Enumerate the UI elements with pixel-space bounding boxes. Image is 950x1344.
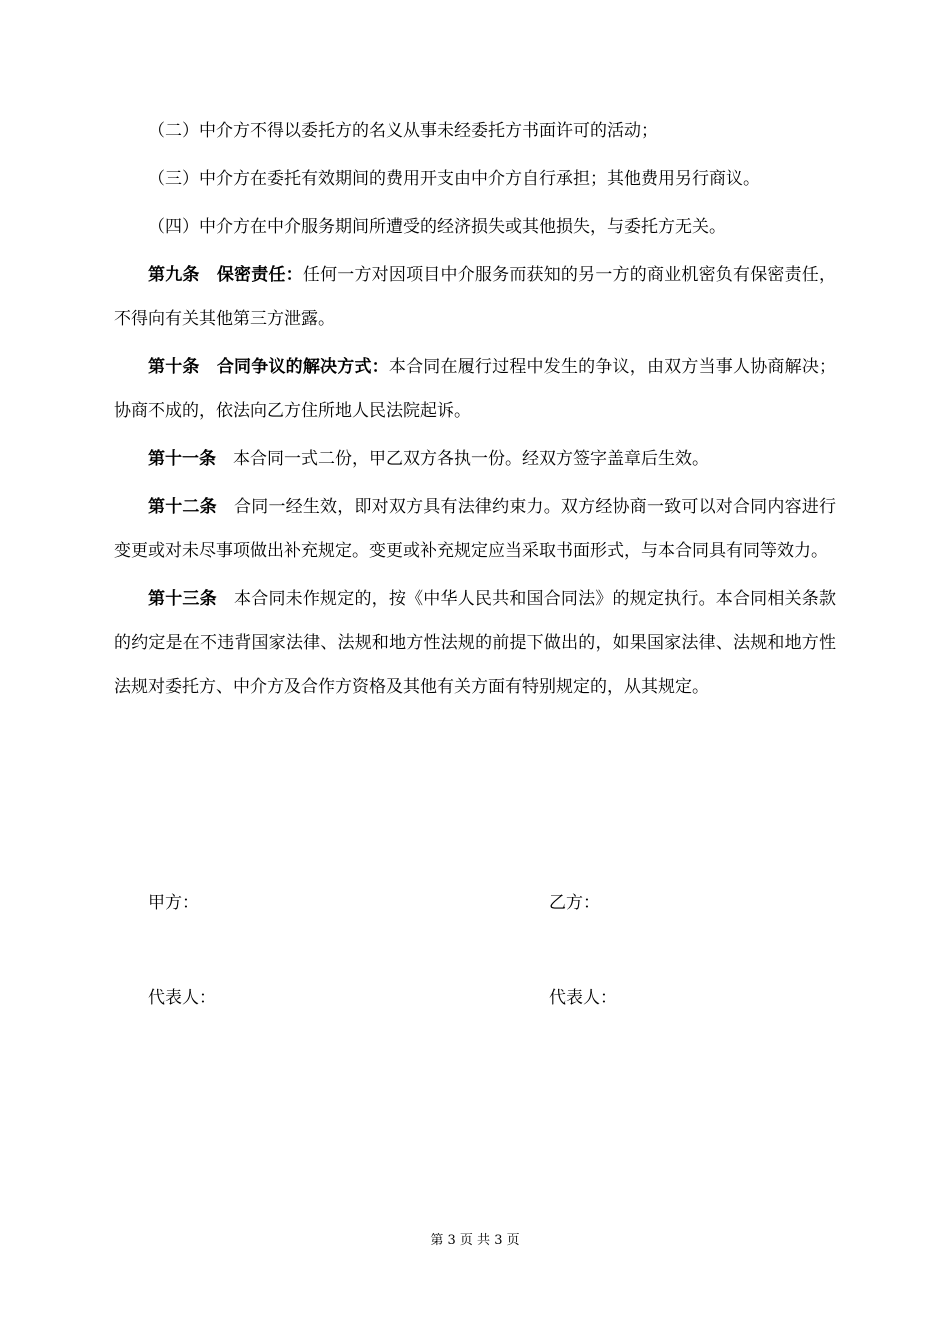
- clause-12: [114, 485, 836, 573]
- clause-text: 任何一方对因项目中介服务而获知的另一方的商业机密负有保密责任，不得向有关其他第三方泄露。: [114, 265, 837, 329]
- party-a-label: 甲方：: [148, 893, 199, 913]
- clause-text: 本合同一式二份，甲乙双方各执一份。经双方签字盖章后生效。: [233, 449, 709, 469]
- clause-title: 第九条: [148, 265, 200, 285]
- page-footer: 第 3 页 共 3 页: [430, 1233, 520, 1248]
- clause-title: 第十条: [148, 357, 200, 377]
- clause-13: [114, 577, 836, 709]
- clause-10: [114, 345, 836, 433]
- clause-text: 本合同在履行过程中发生的争议，由双方当事人协商解决；协商不成的，依法向乙方住所地人民法院起诉。: [114, 357, 837, 421]
- representative-b-label: 代表人：: [549, 988, 617, 1008]
- party-b-label: 乙方：: [549, 893, 600, 913]
- clause-text: 合同一经生效，即对双方具有法律约束力。双方经协商一致可以对合同内容进行变更或对未尽事项做出补充规定。变更或补充规定应当采取书面形式，与本合同具有同等效力。: [114, 497, 837, 561]
- clause-title: 第十三条: [148, 589, 217, 609]
- clause-11: [114, 437, 836, 481]
- clause-subtitle: 合同争议的解决方式：: [216, 357, 389, 377]
- clause-9: [114, 253, 836, 341]
- clause-subtitle: 保密责任：: [216, 265, 303, 285]
- clause-text: 本合同未作规定的，按《中华人民共和国合同法》的规定执行。本合同相关条款的约定是在不违背国家法律、法规和地方性法规的前提下做出的，如果国家法律、法规和地方性法规对委托方、中介方及合作方资格及其他有关方面有特别规定的，从其规定。: [114, 589, 837, 697]
- item-paragraph: （四）中介方在中介服务期间所遭受的经济损失或其他损失，与委托方无关。: [148, 217, 726, 237]
- item-paragraph: （三）中介方在委托有效期间的费用开支由中介方自行承担；其他费用另行商议。: [148, 169, 760, 189]
- representative-a-label: 代表人：: [148, 988, 216, 1008]
- contract-body: [114, 109, 836, 713]
- item-paragraph: （二）中介方不得以委托方的名义从事未经委托方书面许可的活动；: [148, 121, 658, 141]
- clause-title: 第十二条: [148, 497, 217, 517]
- clause-title: 第十一条: [148, 449, 216, 469]
